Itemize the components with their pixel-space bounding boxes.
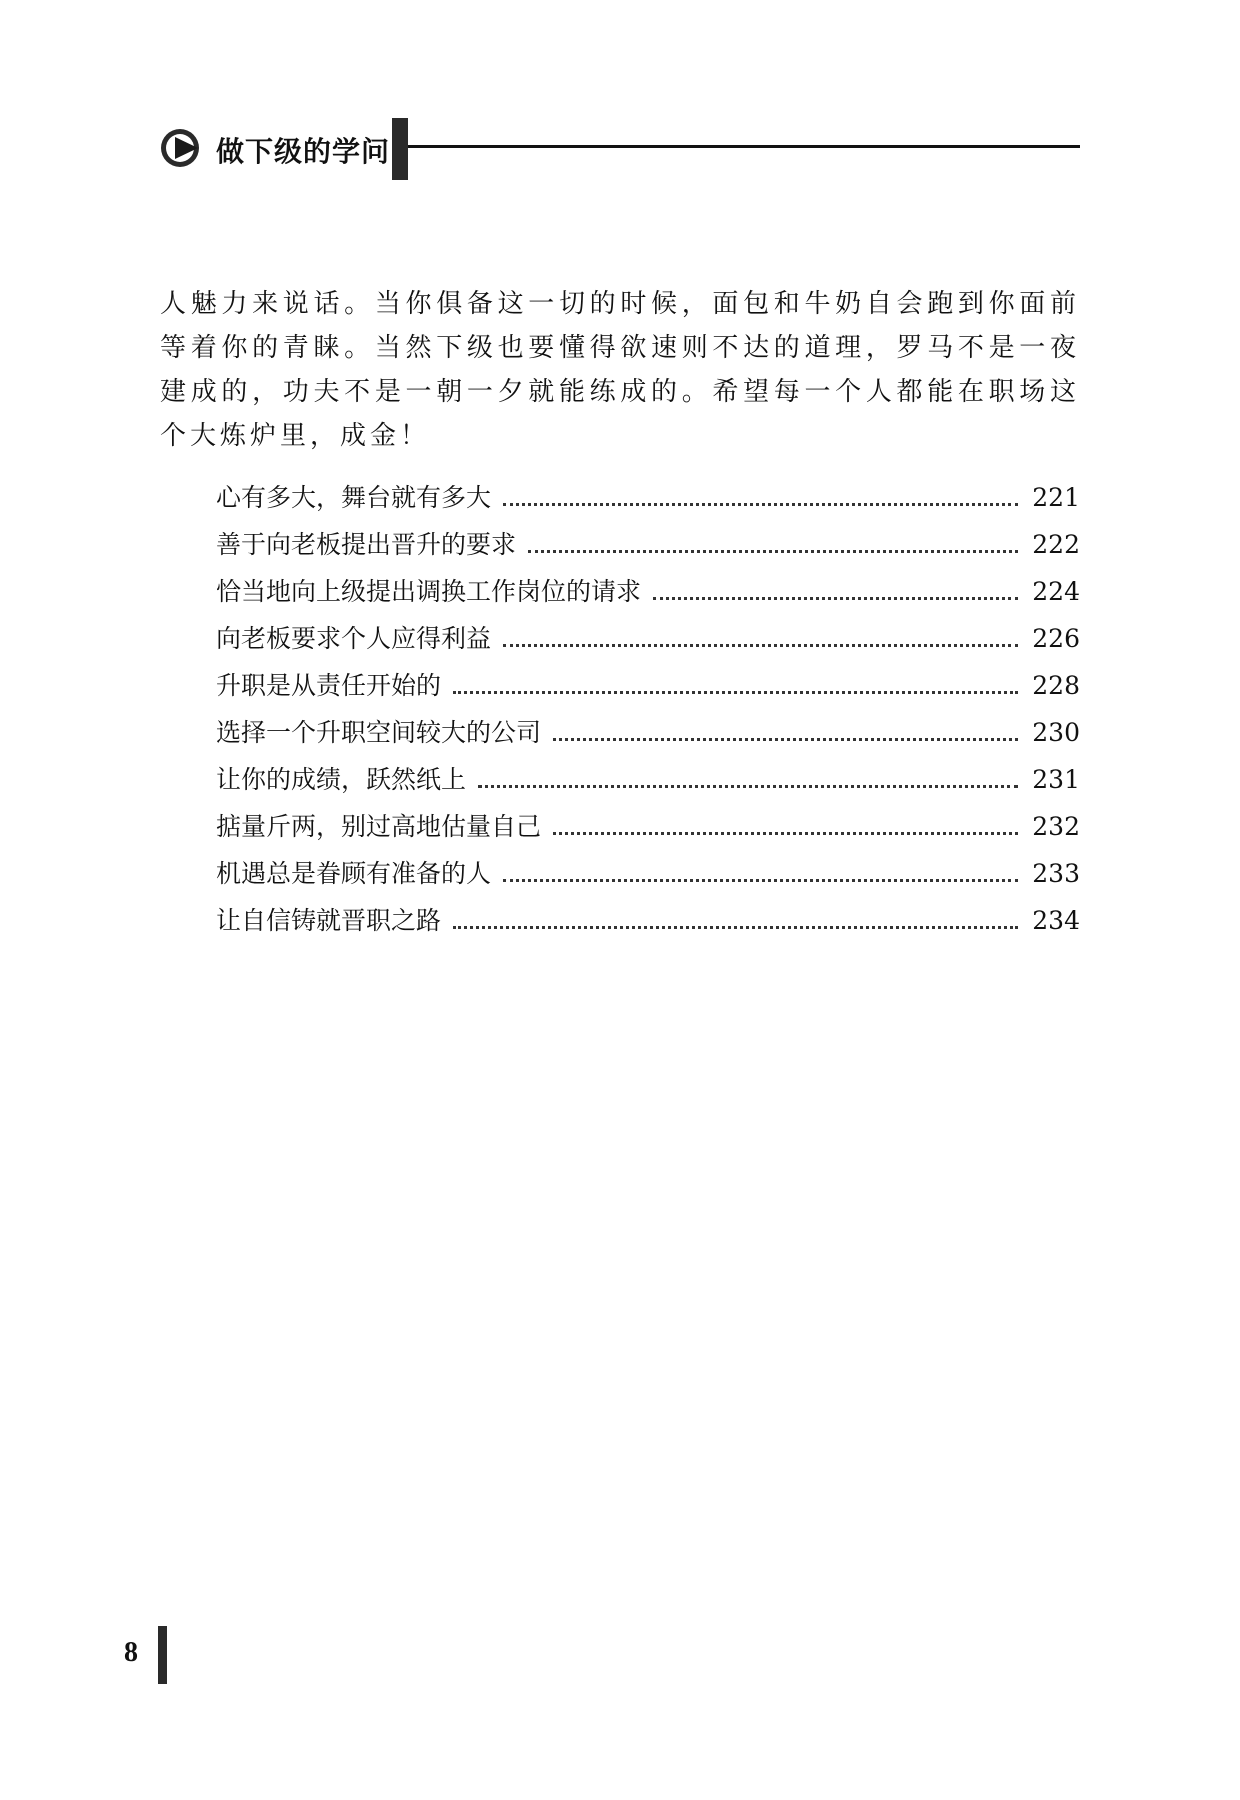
toc-leader-dots: [528, 550, 1018, 553]
chapter-title: 做下级的学问: [216, 135, 391, 168]
toc-leader-dots: [553, 738, 1018, 741]
header-bar: [392, 118, 408, 180]
table-of-contents: [216, 478, 1080, 948]
toc-entry-page: 221: [1032, 483, 1080, 512]
toc-leader-dots: [453, 691, 1018, 694]
toc-entry[interactable]: [216, 713, 1080, 760]
toc-entry[interactable]: [216, 854, 1080, 901]
toc-leader-dots: [503, 503, 1018, 506]
toc-entry-title: 选择一个升职空间较大的公司: [216, 718, 542, 747]
toc-entry[interactable]: [216, 901, 1080, 948]
toc-entry-page: 224: [1032, 577, 1080, 606]
toc-entry-page: 231: [1032, 765, 1080, 794]
toc-entry-title: 让你的成绩，跃然纸上: [216, 765, 467, 794]
toc-leader-dots: [653, 597, 1018, 600]
toc-entry-title: 升职是从责任开始的: [216, 671, 442, 700]
page-number: 8: [124, 1637, 138, 1668]
toc-entry-title: 善于向老板提出晋升的要求: [216, 530, 517, 559]
footer-bar: [158, 1626, 167, 1684]
toc-leader-dots: [553, 832, 1018, 835]
toc-entry[interactable]: [216, 478, 1080, 525]
chapter-header: [160, 118, 1080, 180]
toc-entry-title: 机遇总是眷顾有准备的人: [216, 859, 492, 888]
toc-entry[interactable]: [216, 525, 1080, 572]
toc-leader-dots: [503, 879, 1018, 882]
toc-entry-page: 226: [1032, 624, 1080, 653]
toc-entry-page: 234: [1032, 906, 1080, 935]
toc-entry-title: 恰当地向上级提出调换工作岗位的请求: [216, 577, 642, 606]
toc-entry[interactable]: [216, 666, 1080, 713]
toc-leader-dots: [478, 785, 1018, 788]
header-rule: [408, 145, 1080, 148]
toc-entry[interactable]: [216, 807, 1080, 854]
toc-entry-page: 233: [1032, 859, 1080, 888]
toc-entry-page: 228: [1032, 671, 1080, 700]
toc-entry-title: 心有多大，舞台就有多大: [216, 483, 492, 512]
toc-entry-title: 向老板要求个人应得利益: [216, 624, 492, 653]
toc-entry[interactable]: [216, 760, 1080, 807]
toc-entry-page: 230: [1032, 718, 1080, 747]
toc-entry-title: 让自信铸就晋职之路: [216, 906, 442, 935]
toc-entry-page: 222: [1032, 530, 1080, 559]
toc-entry-page: 232: [1032, 812, 1080, 841]
intro-paragraph: 人魅力来说话。当你俱备这一切的时候，面包和牛奶自会跑到你面前等着你的青睐。当然下级也要懂得欲速则不达的道理，罗马不是一夜建成的，功夫不是一朝一夕就能练成的。希望每一个人都能在职场这个大炼炉里，成金！: [160, 289, 1080, 451]
toc-entry[interactable]: [216, 619, 1080, 666]
toc-entry[interactable]: [216, 572, 1080, 619]
play-circle-icon: [160, 126, 210, 170]
toc-leader-dots: [503, 644, 1018, 647]
toc-entry-title: 掂量斤两，别过高地估量自己: [216, 812, 542, 841]
toc-leader-dots: [453, 926, 1018, 929]
